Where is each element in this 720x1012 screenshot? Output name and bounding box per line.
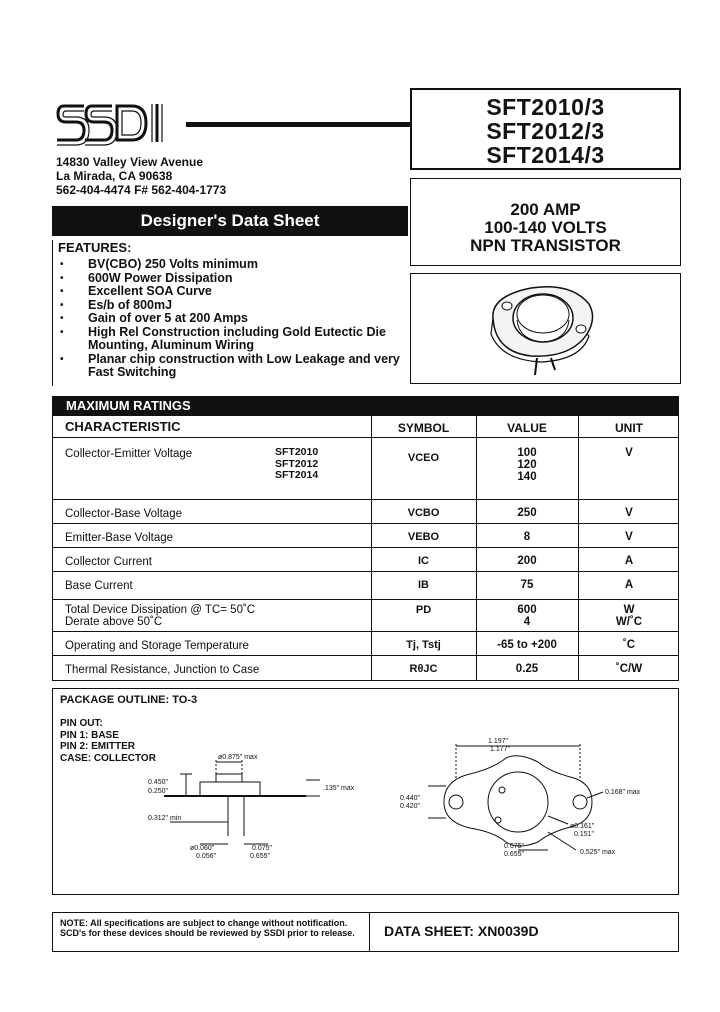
feature-item: • Planar chip construction with Low Leakage and very Fast Switching <box>60 353 405 380</box>
part-number: SFT2012/3 <box>486 118 605 144</box>
dim-label: 0.440" <box>400 795 421 802</box>
phone-fax: 562-404-4474 F# 562-404-1773 <box>56 183 227 197</box>
pin-2: PIN 2: EMITTER <box>60 741 136 752</box>
part-number-box <box>410 88 681 170</box>
side-view-drawing <box>140 750 380 862</box>
dim-label: 0.675" <box>504 843 525 850</box>
datasheet-label: DATA SHEET: <box>384 923 474 939</box>
dim-label: 0.450" <box>148 779 169 786</box>
features-list <box>60 258 405 380</box>
value-list <box>476 604 578 628</box>
datasheet-id: XN0039D <box>477 923 539 939</box>
pinout-heading: PIN OUT: <box>60 718 103 729</box>
unit: V <box>625 507 633 519</box>
dim-label: 0.655" <box>504 851 525 858</box>
case-pin: CASE: COLLECTOR <box>60 752 156 764</box>
value: 250 <box>517 507 537 519</box>
dim-label: 0.250" <box>148 788 169 795</box>
feature-item: • 600W Power Dissipation <box>60 272 405 286</box>
feature-item: • BV(CBO) 250 Volts minimum <box>60 258 405 272</box>
table-header-row <box>53 416 678 438</box>
unit: W <box>623 604 635 616</box>
table-row <box>53 438 678 500</box>
symbol: VEBO <box>407 531 440 543</box>
table-row <box>53 572 678 600</box>
characteristic: Collector Current <box>65 556 152 568</box>
variant: SFT2010 <box>275 446 319 458</box>
dim-label: .135" max <box>323 785 355 792</box>
characteristic: Operating and Storage Temperature <box>65 640 249 652</box>
col-value: VALUE <box>507 421 547 435</box>
symbol: RθJC <box>409 663 438 675</box>
dim-label: 0.312" min <box>148 815 182 822</box>
col-unit: UNIT <box>615 421 643 435</box>
current-rating: 200 AMP <box>510 200 581 219</box>
company-address <box>56 155 226 197</box>
dim-label: 1.197" <box>488 738 509 745</box>
voltage-rating: 100-140 VOLTS <box>484 218 607 237</box>
col-symbol: SYMBOL <box>397 421 450 435</box>
symbol: VCBO <box>407 507 440 519</box>
characteristic: Total Device Dissipation @ TC= 50˚C <box>65 604 256 616</box>
characteristic: Base Current <box>65 580 133 592</box>
maximum-ratings-header: MAXIMUM RATINGS <box>52 396 679 415</box>
unit: ˚C/W <box>615 663 643 675</box>
value: 120 <box>517 459 537 471</box>
dim-label: 1.177" <box>490 746 511 753</box>
device-type: NPN TRANSISTOR <box>470 236 621 255</box>
package-outline-title: PACKAGE OUTLINE: TO-3 <box>60 694 198 706</box>
dim-label: 0.056" <box>196 853 217 860</box>
part-number: SFT2010/3 <box>486 94 605 120</box>
dim-label: 0.525" max <box>580 849 616 856</box>
symbol: Tj, Tstj <box>406 639 441 651</box>
dim-label: ø0.161" <box>570 823 595 830</box>
variant: SFT2012 <box>275 457 319 470</box>
value: 8 <box>523 531 531 543</box>
dim-label: ø0.875" max <box>218 754 258 761</box>
datasheet-number <box>384 923 539 939</box>
table-row <box>53 524 678 548</box>
table-row <box>53 600 678 632</box>
unit: ˚C <box>622 639 636 651</box>
feature-item: • Gain of over 5 at 200 Amps <box>60 312 405 326</box>
symbol: VCEO <box>407 452 440 464</box>
value: 0.25 <box>515 663 539 675</box>
variant: SFT2014 <box>275 469 319 481</box>
value: -65 to +200 <box>497 639 557 651</box>
unit: W/˚C <box>615 616 643 628</box>
feature-item: • High Rel Construction including Gold Eutectic Die Mounting, Aluminum Wiring <box>60 326 405 353</box>
value: 140 <box>517 471 537 483</box>
variant-list <box>275 447 318 482</box>
value: 75 <box>520 579 534 591</box>
address-line-2: La Mirada, CA 90638 <box>56 169 173 183</box>
top-view-drawing <box>398 738 676 862</box>
features-title: FEATURES: <box>58 240 132 255</box>
dim-label: 0.151" <box>574 831 595 838</box>
ssdi-logo <box>54 98 184 148</box>
value-list <box>476 447 578 483</box>
characteristic: Collector-Emitter Voltage <box>65 448 193 460</box>
unit: A <box>624 555 634 567</box>
value: 4 <box>523 616 531 628</box>
unit: V <box>625 447 633 459</box>
designer-data-sheet-header: Designer's Data Sheet <box>52 206 408 236</box>
value: 100 <box>517 447 537 459</box>
characteristic-line-2: Derate above 50˚C <box>65 616 163 628</box>
part-number: SFT2014/3 <box>486 142 605 168</box>
rating-summary-box <box>410 178 681 266</box>
table-row <box>53 548 678 572</box>
characteristic: Thermal Resistance, Junction to Case <box>65 664 260 676</box>
table-row <box>53 632 678 656</box>
symbol: PD <box>415 604 432 616</box>
unit-list <box>578 604 680 628</box>
transistor-image-box <box>410 273 681 384</box>
logo-rule <box>186 122 412 127</box>
characteristic: Emitter-Base Voltage <box>65 532 174 544</box>
logo-text: SSDI <box>54 98 57 99</box>
feature-item: • Es/b of 800mJ <box>60 299 405 313</box>
symbol: IC <box>418 555 429 567</box>
dim-label: 0.168" max <box>605 789 641 796</box>
to3-package-illustration <box>411 274 682 385</box>
col-characteristic: CHARACTERISTIC <box>65 419 181 434</box>
symbol: IB <box>418 579 429 591</box>
address-line-1: 14830 Valley View Avenue <box>56 155 203 169</box>
table-row <box>53 500 678 524</box>
unit: V <box>625 531 633 543</box>
unit: A <box>624 579 634 591</box>
pin-1: PIN 1: BASE <box>60 729 119 741</box>
maximum-ratings-table <box>52 415 679 681</box>
characteristic: Collector-Base Voltage <box>65 508 182 520</box>
value: 600 <box>517 604 537 616</box>
dim-label: 0.655" <box>250 853 271 860</box>
note-text: NOTE: All specifications are subject to change without notification. SCD's for these devices should be reviewed by SSDI prior to release. <box>60 918 355 938</box>
dim-label: ø0.060" <box>190 845 215 852</box>
value: 200 <box>517 555 537 567</box>
dim-label: 0.420" <box>400 803 421 810</box>
dim-label: 0.075" <box>252 845 273 852</box>
table-row <box>53 656 678 680</box>
feature-item: • Excellent SOA Curve <box>60 285 405 299</box>
